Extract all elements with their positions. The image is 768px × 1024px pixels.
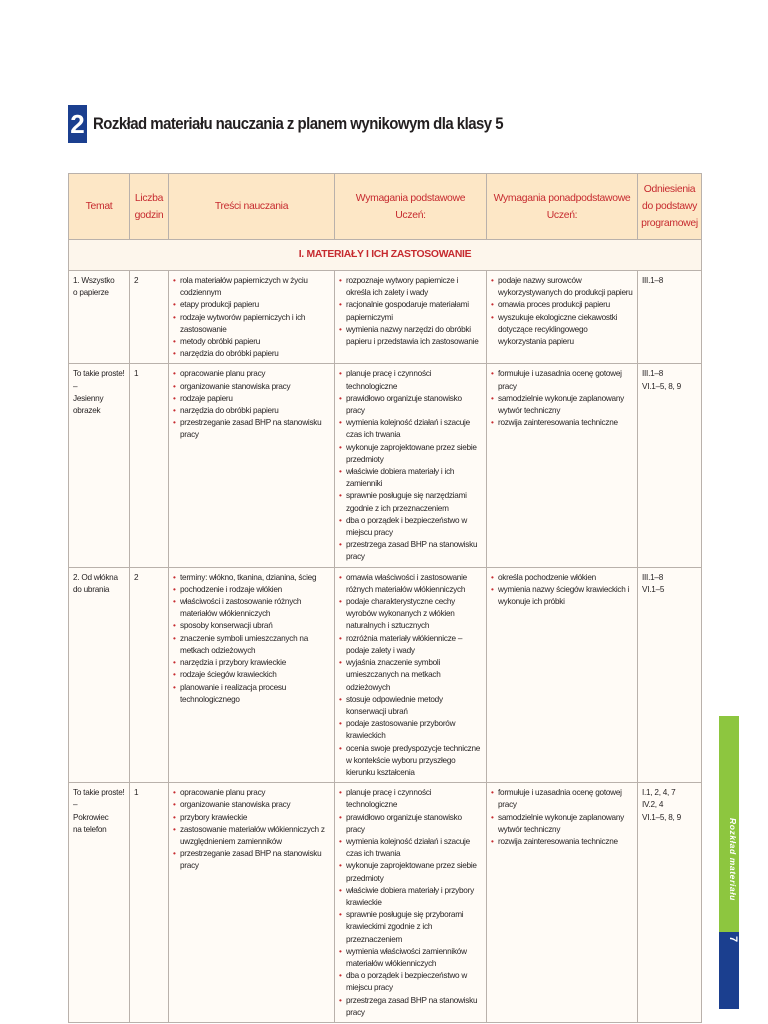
list-item: • organizowanie stanowiska pracy — [173, 381, 330, 393]
content-list — [173, 572, 330, 706]
table-row — [69, 364, 702, 567]
list-item: • etapy produkcji papieru — [173, 299, 330, 311]
hours-cell: 1 — [130, 364, 169, 567]
list-item: • opracowanie planu pracy — [173, 368, 330, 380]
list-item: • przestrzeganie zasad BHP na stanowisku pracy — [173, 848, 330, 872]
reference-cell: III.1–8 VI.1–5 — [638, 567, 702, 782]
list-item: • rodzaje wytworów papierniczych i ich zastosowanie — [173, 312, 330, 336]
list-item: • rodzaje ściegów krawieckich — [173, 669, 330, 681]
list-item: • omawia właściwości i zastosowanie różnych materiałów włókienniczych — [339, 572, 482, 596]
table-row — [69, 567, 702, 782]
content-list — [173, 275, 330, 360]
list-item: • planuje pracę i czynności technologiczne — [339, 368, 482, 392]
section-row — [69, 240, 702, 271]
list-item: • planowanie i realizacja procesu technologicznego — [173, 682, 330, 706]
chapter-tab-label: Rozkład materiału — [728, 818, 738, 901]
header-content: Treści nauczania — [169, 174, 335, 240]
reference-cell: III.1–8 VI.1–5, 8, 9 — [638, 364, 702, 567]
list-item: • pochodzenie i rodzaje włókien — [173, 584, 330, 596]
content-cell — [169, 364, 335, 567]
list-item: • właściwie dobiera materiały i ich zamienniki — [339, 466, 482, 490]
list-item: • znaczenie symboli umieszczanych na metkach odzieżowych — [173, 633, 330, 657]
header-basic-requirements: Wymagania podstawowe Uczeń: — [335, 174, 487, 240]
content-list — [173, 368, 330, 441]
page-heading — [68, 104, 559, 144]
list-item: • wymienia nazwy ściegów krawieckich i wykonuje ich próbki — [491, 584, 633, 608]
advanced-list — [491, 275, 633, 348]
list-item: • prawidłowo organizuje stanowisko pracy — [339, 393, 482, 417]
advanced-cell — [487, 271, 638, 364]
list-item: • opracowanie planu pracy — [173, 787, 330, 799]
list-item: • zastosowanie materiałów włókienniczych z uwzględnieniem zamienników — [173, 824, 330, 848]
list-item: • planuje pracę i czynności technologiczne — [339, 787, 482, 811]
section-number-badge: 2 — [68, 105, 87, 143]
list-item: • wymienia nazwy narzędzi do obróbki papieru i przedstawia ich zastosowanie — [339, 324, 482, 348]
topic-cell: To takie proste! – Jesienny obrazek — [69, 364, 130, 567]
list-item: • wymienia kolejność działań i szacuje czas ich trwania — [339, 836, 482, 860]
list-item: • przestrzega zasad BHP na stanowisku pracy — [339, 539, 482, 563]
list-item: • dba o porządek i bezpieczeństwo w miejscu pracy — [339, 515, 482, 539]
reference-cell: III.1–8 — [638, 271, 702, 364]
list-item: • podaje nazwy surowców wykorzystywanych do produkcji papieru — [491, 275, 633, 299]
list-item: • wyjaśnia znaczenie symboli umieszczanych na metkach odzieżowych — [339, 657, 482, 694]
section-title: I. MATERIAŁY I ICH ZASTOSOWANIE — [69, 240, 702, 271]
list-item: • przybory krawieckie — [173, 812, 330, 824]
hours-cell: 2 — [130, 271, 169, 364]
list-item: • samodzielnie wykonuje zaplanowany wytwór techniczny — [491, 393, 633, 417]
page-number: 7 — [727, 936, 739, 943]
basic-list — [339, 787, 482, 1019]
topic-cell: 2. Od włókna do ubrania — [69, 567, 130, 782]
list-item: • dba o porządek i bezpieczeństwo w miejscu pracy — [339, 970, 482, 994]
list-item: • wymienia właściwości zamienników materiałów włókienniczych — [339, 946, 482, 970]
advanced-cell — [487, 364, 638, 567]
list-item: • podaje zastosowanie przyborów krawieckich — [339, 718, 482, 742]
list-item: • formułuje i uzasadnia ocenę gotowej pracy — [491, 368, 633, 392]
list-item: • stosuje odpowiednie metody konserwacji ubrań — [339, 694, 482, 718]
list-item: • określa pochodzenie włókien — [491, 572, 633, 584]
list-item: • metody obróbki papieru — [173, 336, 330, 348]
list-item: • wykonuje zaprojektowane przez siebie przedmioty — [339, 442, 482, 466]
list-item: • rozwija zainteresowania techniczne — [491, 417, 633, 429]
advanced-list — [491, 787, 633, 848]
basic-list — [339, 572, 482, 779]
header-row — [69, 174, 702, 240]
content-cell — [169, 783, 335, 1023]
advanced-cell — [487, 567, 638, 782]
topic-cell: 1. Wszystko o papierze — [69, 271, 130, 364]
list-item: • narzędzia do obróbki papieru — [173, 405, 330, 417]
header-advanced-requirements: Wymagania ponadpodstawowe Uczeń: — [487, 174, 638, 240]
list-item: • przestrzeganie zasad BHP na stanowisku pracy — [173, 417, 330, 441]
list-item: • rodzaje papieru — [173, 393, 330, 405]
hours-cell: 2 — [130, 567, 169, 782]
list-item: • rozwija zainteresowania techniczne — [491, 836, 633, 848]
topic-cell: To takie proste! – Pokrowiec na telefon — [69, 783, 130, 1023]
content-cell — [169, 271, 335, 364]
reference-cell: I.1, 2, 4, 7 IV.2, 4 VI.1–5, 8, 9 — [638, 783, 702, 1023]
table-row — [69, 783, 702, 1023]
list-item: • wykonuje zaprojektowane przez siebie przedmioty — [339, 860, 482, 884]
list-item: • rozpoznaje wytwory papiernicze i określa ich zalety i wady — [339, 275, 482, 299]
advanced-cell — [487, 783, 638, 1023]
list-item: • przestrzega zasad BHP na stanowisku pracy — [339, 995, 482, 1019]
list-item: • organizowanie stanowiska pracy — [173, 799, 330, 811]
list-item: • formułuje i uzasadnia ocenę gotowej pracy — [491, 787, 633, 811]
basic-cell — [335, 567, 487, 782]
list-item: • sprawnie posługuje się przyborami krawieckimi zgodnie z ich przeznaczeniem — [339, 909, 482, 946]
list-item: • samodzielnie wykonuje zaplanowany wytwór techniczny — [491, 812, 633, 836]
header-curriculum-reference: Odniesienia do podstawy programowej — [638, 174, 702, 240]
list-item: • podaje charakterystyczne cechy wyrobów wykonanych z włókien naturalnych i sztucznych — [339, 596, 482, 633]
list-item: • właściwie dobiera materiały i przybory krawieckie — [339, 885, 482, 909]
header-hours: Liczba godzin — [130, 174, 169, 240]
list-item: • racjonalnie gospodaruje materiałami papierniczymi — [339, 299, 482, 323]
basic-cell — [335, 271, 487, 364]
list-item: • ocenia swoje predyspozycje techniczne w kontekście wyboru przyszłego kierunku kształcenia — [339, 743, 482, 780]
list-item: • narzędzia do obróbki papieru — [173, 348, 330, 360]
content-list — [173, 787, 330, 872]
list-item: • terminy: włókno, tkanina, dzianina, ścieg — [173, 572, 330, 584]
list-item: • rola materiałów papierniczych w życiu codziennym — [173, 275, 330, 299]
advanced-list — [491, 368, 633, 429]
list-item: • omawia proces produkcji papieru — [491, 299, 633, 311]
basic-list — [339, 368, 482, 563]
basic-cell — [335, 364, 487, 567]
list-item: • prawidłowo organizuje stanowisko pracy — [339, 812, 482, 836]
table-row — [69, 271, 702, 364]
list-item: • narzędzia i przybory krawieckie — [173, 657, 330, 669]
list-item: • wymienia kolejność działań i szacuje czas ich trwania — [339, 417, 482, 441]
header-topic: Temat — [69, 174, 130, 240]
hours-cell: 1 — [130, 783, 169, 1023]
advanced-list — [491, 572, 633, 609]
list-item: • właściwości i zastosowanie różnych materiałów włókienniczych — [173, 596, 330, 620]
page-title: Rozkład materiału nauczania z planem wynikowym dla klasy 5 — [93, 114, 504, 133]
list-item: • sprawnie posługuje się narzędziami zgodnie z ich przeznaczeniem — [339, 490, 482, 514]
page-number-tab — [719, 932, 739, 1009]
list-item: • wyszukuje ekologiczne ciekawostki dotyczące recyklingowego wykorzystania papieru — [491, 312, 633, 349]
list-item: • rozróżnia materiały włókiennicze – podaje zalety i wady — [339, 633, 482, 657]
basic-cell — [335, 783, 487, 1023]
content-cell — [169, 567, 335, 782]
list-item: • sposoby konserwacji ubrań — [173, 620, 330, 632]
basic-list — [339, 275, 482, 348]
syllabus-table — [68, 173, 702, 1023]
